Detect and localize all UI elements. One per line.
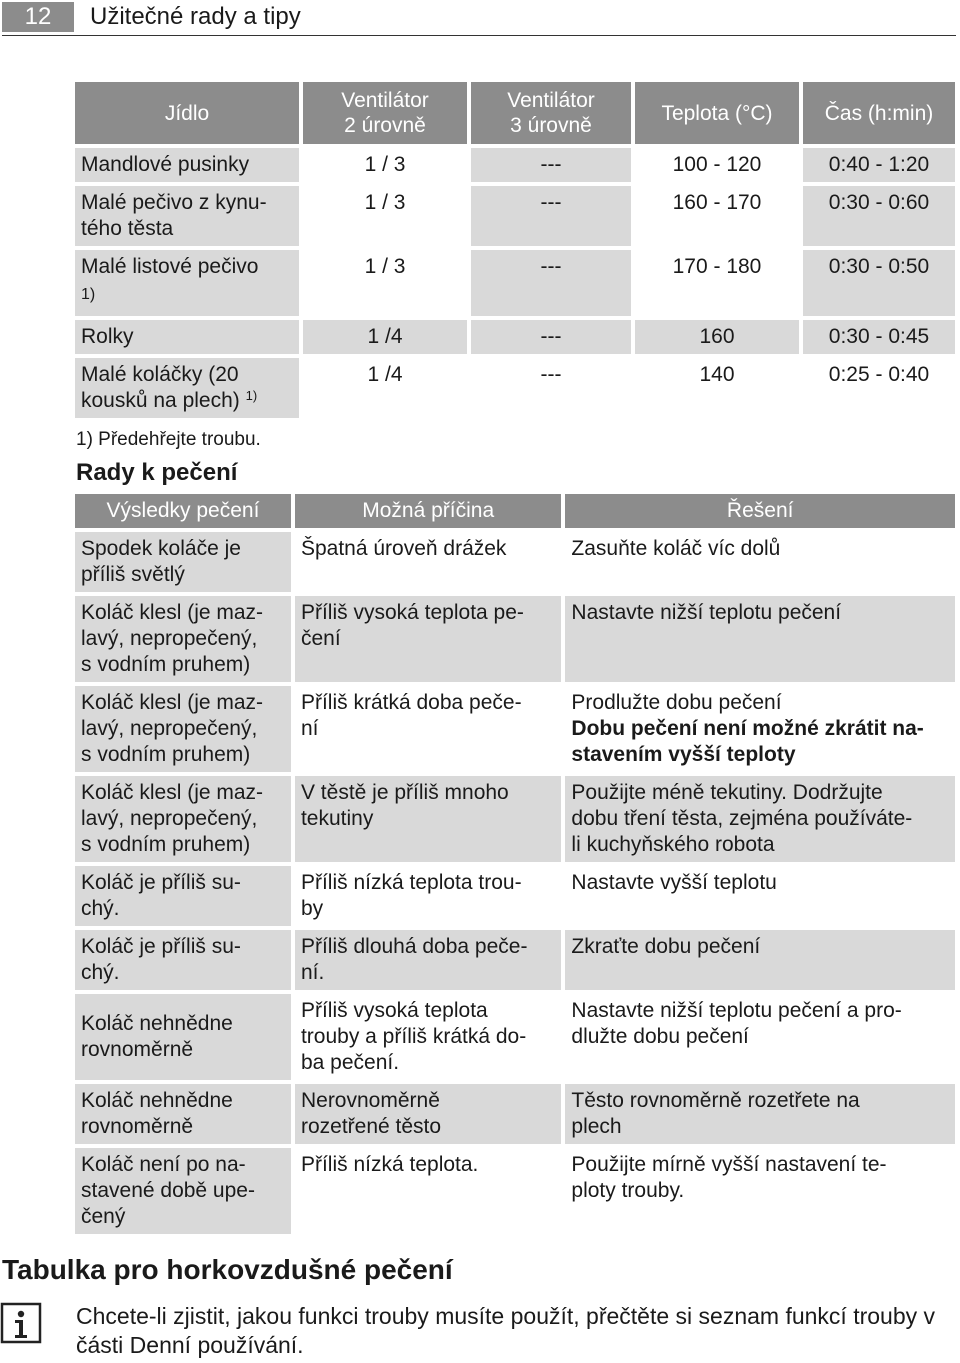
table-row bbox=[75, 686, 955, 772]
col-header-result: Výsledky pečení bbox=[75, 494, 291, 528]
temperature-cell: 170 - 180 bbox=[635, 250, 799, 316]
food-cell bbox=[75, 358, 299, 418]
solution-cell: Těsto rovnoměrně rozetřete na plech bbox=[565, 1084, 955, 1144]
col-header-fan3: Ventilátor 3 úrovně bbox=[471, 82, 631, 144]
section-title-hot-air-baking: Tabulka pro horkovzdušné pečení bbox=[2, 1254, 453, 1285]
fan2-cell: 1 / 3 bbox=[303, 148, 467, 182]
table-header-row bbox=[75, 494, 955, 528]
info-text: Chcete-li zjistit, jakou funkci trouby musíte použít, přečtěte si seznam funkcí trouby v části Denní používání. bbox=[76, 1303, 936, 1358]
section-title-baking-tips: Rady k pečení bbox=[76, 459, 238, 486]
solution-text: Prodlužte dobu pečení bbox=[571, 691, 782, 714]
table-row bbox=[75, 1148, 955, 1234]
table-row bbox=[75, 1084, 955, 1144]
col-header-solution: Řešení bbox=[565, 494, 955, 528]
page-header bbox=[0, 0, 960, 40]
result-cell: Koláč nehnědne rovnoměrně bbox=[75, 994, 291, 1080]
fan2-cell: 1 / 3 bbox=[303, 250, 467, 316]
header-divider bbox=[2, 35, 956, 36]
fan2-cell: 1 / 3 bbox=[303, 186, 467, 246]
fan3-cell: --- bbox=[471, 320, 631, 354]
food-cell bbox=[75, 250, 299, 316]
solution-cell: Použijte méně tekutiny. Dodržujte dobu tření těsta, zejména používáte- li kuchyňského robota bbox=[565, 776, 955, 862]
temperature-cell: 140 bbox=[635, 358, 799, 418]
cause-cell: Příliš krátká doba peče- ní bbox=[295, 686, 561, 772]
food-name: Malé koláčky (20 kousků na plech) bbox=[81, 363, 240, 412]
baking-times-table bbox=[71, 78, 959, 422]
solution-cell: Nastavte nižší teplotu pečení bbox=[565, 596, 955, 682]
cause-cell: Příliš dlouhá doba peče- ní. bbox=[295, 930, 561, 990]
solution-cell: Nastavte vyšší teplotu bbox=[565, 866, 955, 926]
table-row bbox=[75, 930, 955, 990]
cause-cell: Příliš nízká teplota trou- by bbox=[295, 866, 561, 926]
solution-cell: Zasuňte koláč víc dolů bbox=[565, 532, 955, 592]
result-cell: Koláč není po na- stavené době upe- čený bbox=[75, 1148, 291, 1234]
table-row bbox=[75, 320, 955, 354]
info-icon bbox=[0, 1302, 42, 1344]
cause-cell: Příliš nízká teplota. bbox=[295, 1148, 561, 1234]
col-header-temperature: Teplota (°C) bbox=[635, 82, 799, 144]
fan3-cell: --- bbox=[471, 148, 631, 182]
result-cell: Koláč nehnědne rovnoměrně bbox=[75, 1084, 291, 1144]
time-cell: 0:30 - 0:50 bbox=[803, 250, 955, 316]
fan3-cell: --- bbox=[471, 358, 631, 418]
table-row bbox=[75, 250, 955, 316]
solution-cell: Nastavte nižší teplotu pečení a pro- dlužte dobu pečení bbox=[565, 994, 955, 1080]
temperature-cell: 160 - 170 bbox=[635, 186, 799, 246]
table-row bbox=[75, 358, 955, 418]
table-row bbox=[75, 532, 955, 592]
result-cell: Koláč je příliš su- chý. bbox=[75, 930, 291, 990]
solution-cell: Zkraťte dobu pečení bbox=[565, 930, 955, 990]
cause-cell: Příliš vysoká teplota pe- čení bbox=[295, 596, 561, 682]
solution-cell: Použijte mírně vyšší nastavení te- ploty trouby. bbox=[565, 1148, 955, 1234]
cause-cell: Nerovnoměrně rozetřené těsto bbox=[295, 1084, 561, 1144]
solution-cell bbox=[565, 686, 955, 772]
time-cell: 0:30 - 0:45 bbox=[803, 320, 955, 354]
time-cell: 0:30 - 0:60 bbox=[803, 186, 955, 246]
result-cell: Spodek koláče je příliš světlý bbox=[75, 532, 291, 592]
result-cell: Koláč klesl (je maz- lavý, nepropečený, s vodním pruhem) bbox=[75, 776, 291, 862]
table-row bbox=[75, 776, 955, 862]
table-row bbox=[75, 186, 955, 246]
time-cell: 0:25 - 0:40 bbox=[803, 358, 955, 418]
fan2-cell: 1 /4 bbox=[303, 358, 467, 418]
footnote-ref: 1) bbox=[245, 388, 258, 403]
fan2-cell: 1 /4 bbox=[303, 320, 467, 354]
food-cell: Rolky bbox=[75, 320, 299, 354]
cause-cell: Příliš vysoká teplota trouby a příliš krátká do- ba pečení. bbox=[295, 994, 561, 1080]
col-header-food: Jídlo bbox=[75, 82, 299, 144]
table-row bbox=[75, 148, 955, 182]
col-header-cause: Možná příčina bbox=[295, 494, 561, 528]
baking-tips-table bbox=[71, 490, 959, 1238]
header-title: Užitečné rady a tipy bbox=[90, 3, 301, 30]
table-footnote: 1) Předehřejte troubu. bbox=[76, 429, 261, 450]
table-row bbox=[75, 596, 955, 682]
result-cell: Koláč je příliš su- chý. bbox=[75, 866, 291, 926]
cause-cell: V těstě je příliš mnoho tekutiny bbox=[295, 776, 561, 862]
time-cell: 0:40 - 1:20 bbox=[803, 148, 955, 182]
table-header-row bbox=[75, 82, 955, 144]
food-cell: Malé pečivo z kynu- tého těsta bbox=[75, 186, 299, 246]
fan3-cell: --- bbox=[471, 186, 631, 246]
temperature-cell: 100 - 120 bbox=[635, 148, 799, 182]
result-cell: Koláč klesl (je maz- lavý, nepropečený, s vodním pruhem) bbox=[75, 686, 291, 772]
table-row bbox=[75, 994, 955, 1080]
table-row bbox=[75, 866, 955, 926]
col-header-fan2: Ventilátor 2 úrovně bbox=[303, 82, 467, 144]
page-number: 12 bbox=[2, 2, 74, 32]
cause-cell: Špatná úroveň drážek bbox=[295, 532, 561, 592]
col-header-time: Čas (h:min) bbox=[803, 82, 955, 144]
temperature-cell: 160 bbox=[635, 320, 799, 354]
fan3-cell: --- bbox=[471, 250, 631, 316]
solution-note: Dobu pečení není možné zkrátit na- stavením vyšší teploty bbox=[571, 717, 924, 766]
food-cell: Mandlové pusinky bbox=[75, 148, 299, 182]
food-name: Malé listové pečivo bbox=[81, 255, 259, 278]
result-cell: Koláč klesl (je maz- lavý, nepropečený, s vodním pruhem) bbox=[75, 596, 291, 682]
footnote-ref: 1) bbox=[81, 286, 96, 303]
